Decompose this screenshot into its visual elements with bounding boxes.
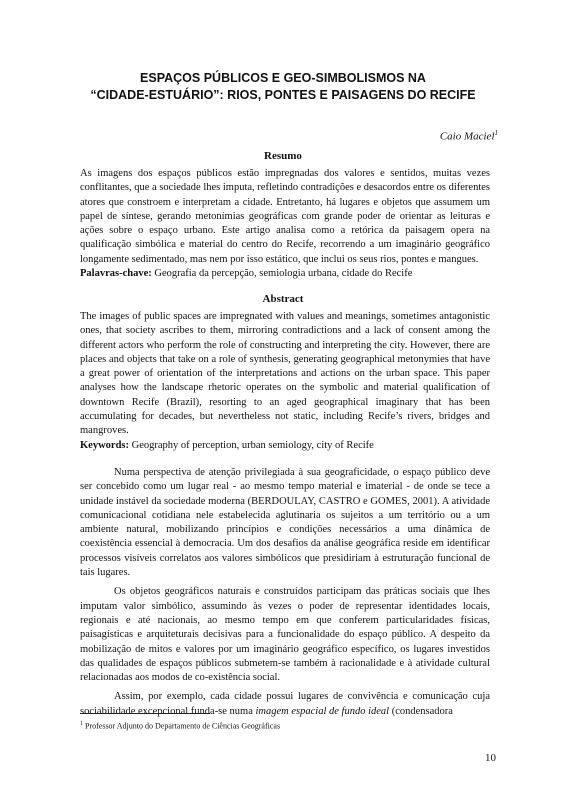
body-text [80, 466, 490, 719]
body-paragraph-3-end: (condensadora [389, 705, 453, 717]
abstract-keywords-value: Geography of perception, urban semiology, city of Recife [131, 439, 374, 451]
footnote-mark: 1 [80, 721, 83, 727]
footnote [80, 721, 490, 731]
abstract-heading: Abstract [262, 293, 304, 305]
title-line-2: “CIDADE-ESTUÁRIO”: RIOS, PONTES E PAISAGENS DO RECIFE [90, 88, 476, 102]
title-line-1: ESPAÇOS PÚBLICOS E GEO-SIMBOLISMOS NA [140, 71, 426, 85]
resumo-keywords [80, 267, 490, 281]
body-paragraph-3 [80, 690, 490, 719]
abstract-text: The images of public spaces are impregnated with values and meanings, sometimes antagonistic ones, that society ascribes to them, mirroring contradictions and a lack of consent among the different actors who perform the role of constructing and interpreting the city. However, there are places and objects that take on a role of synthesis, generating geographical metonymies that have a great power of orientation of the interpretations and actions on the urban space. This paper analyses how the landscape rhetoric operates on the symbolic and material qualification of downtown Recife (Brazil), resorting to an aged geographical imaginary that has been accumulating for decades, but nevertheless not static, including Recife’s rivers, bridges and mangroves. [80, 311, 490, 437]
body-paragraph-2: Os objetos geográficos naturais e construídos participam das práticas sociais que lhes imputam valor simbólico, assumindo às vezes o poder de representar identidades locais, regionais e até nacionais, ao mesmo tempo em que conferem particularidades físicas, paisagísticas e arquiteturais decisivas para a funcionalidade do espaço público. A despeito da mobilização de mitos e valores por um imaginário geográfico específico, os lugares investidos das qualidades de espaços públicos submetem-se também à racionalidade e à atividade cultural relacionadas aos modos de co-existência social. [80, 586, 490, 684]
resumo-keywords-label: Palavras-chave: [80, 268, 152, 280]
body-paragraph-3-start: Assim, por exemplo, cada cidade possui lugares de convivência e comunicação cuja sociabilidade excepcional funda-se numa [80, 691, 490, 717]
abstract-keywords-label: Keywords: [80, 439, 129, 451]
article-title [60, 70, 506, 104]
author-name: Caio Maciel [439, 130, 495, 143]
abstract-section [80, 310, 490, 453]
body-paragraph-1: Numa perspectiva de atenção privilegiada à sua geograficidade, o espaço público deve ser concebido como um lugar real - ao mesmo tempo material e imaterial - de onde se tece a unidade instável da sociedade moderna (BERDOULAY, CASTRO e GOMES, 2001). A atividade comunicacional cotidiana nele estabelecida aglutinaria os sujeitos a um território ou a um ambiente natural, mobilizando princípios e condições necessários a uma dinâmica de coexistência essencial à democracia. Um dos desafios da análise geográfica reside em identificar processos visíveis correlatos aos valores simbólicos que presidiriam à estruturação funcional de tais lugares. [80, 467, 490, 579]
page-number: 10 [485, 752, 496, 764]
resumo-section [80, 167, 490, 281]
resumo-text: As imagens dos espaços públicos estão impregnadas dos valores e sentidos, muitas vezes conflitantes, que a sociedade lhes imputa, refletindo contradições e desacordos entre os diferentes atores que constroem e interpretam a cidade. Entretanto, há lugares e objetos que assumem um papel de síntese, gerando metonímias geográficas com grande poder de orientar as leituras e ações sobre o espaço urbano. Este artigo analisa como a retórica da paisagem opera na qualificação simbólica e material do centro do Recife, recorrendo a um imaginário geográfico longamente sedimentado, mas nem por isso estático, que inclui os seus rios, pontes e mangues. [80, 168, 490, 265]
author-footnote-mark: 1 [494, 129, 498, 137]
footnote-text: Professor Adjunto do Departamento de Ciências Geográficas [85, 721, 281, 731]
abstract-keywords [80, 439, 490, 453]
resumo-keywords-value: Geografia da percepção, semiologia urbana, cidade do Recife [154, 268, 413, 280]
author [440, 129, 498, 143]
footnote-divider [80, 713, 210, 714]
body-paragraph-3-emphasis: imagem espacial de fundo ideal [255, 705, 390, 717]
resumo-heading: Resumo [264, 150, 302, 162]
